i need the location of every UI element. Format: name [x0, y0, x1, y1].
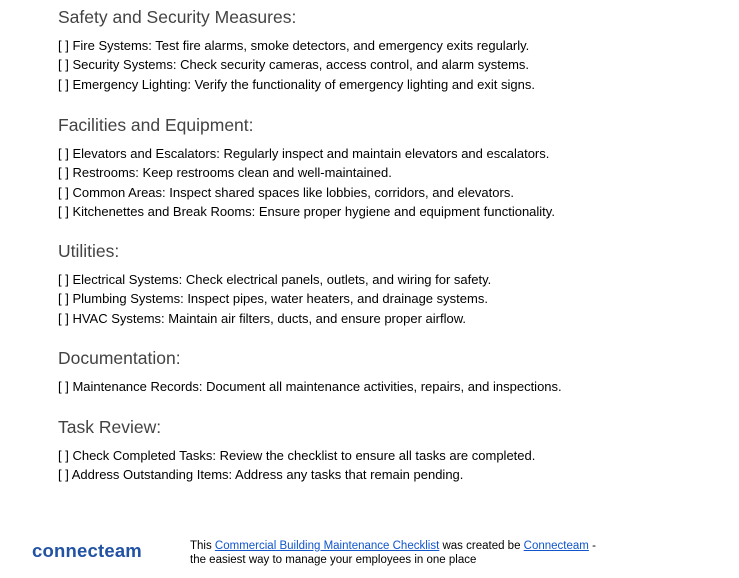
- section-title: Facilities and Equipment:: [58, 115, 254, 135]
- checklist-item: [ ] Common Areas: Inspect shared spaces like lobbies, corridors, and elevators.: [58, 184, 514, 200]
- checklist-item: [ ] Plumbing Systems: Inspect pipes, water heaters, and drainage systems.: [58, 291, 488, 307]
- section-documentation: [58, 347, 718, 396]
- checklist-item: [ ] Address Outstanding Items: Address any tasks that remain pending.: [58, 467, 464, 483]
- section-title: Safety and Security Measures:: [58, 7, 297, 27]
- checklist-item: [ ] Elevators and Escalators: Regularly inspect and maintain elevators and escalators.: [58, 146, 550, 161]
- footer-line-1: [190, 539, 710, 553]
- checklist-item: [ ] Restrooms: Keep restrooms clean and well-maintained.: [58, 165, 392, 181]
- checklist: [58, 270, 718, 328]
- checklist-item: [ ] Emergency Lighting: Verify the functionality of emergency lighting and exit signs.: [58, 76, 535, 92]
- section-safety-security: [58, 6, 718, 94]
- checklist-item: [ ] Electrical Systems: Check electrical panels, outlets, and wiring for safety.: [58, 272, 492, 287]
- footer-prefix: This: [190, 540, 215, 552]
- checklist-item: [ ] Maintenance Records: Document all maintenance activities, repairs, and inspections.: [58, 379, 562, 394]
- section-task-review: [58, 416, 718, 485]
- checklist: [58, 446, 718, 485]
- checklist: [58, 144, 718, 221]
- checklist-item: [ ] HVAC Systems: Maintain air filters, ducts, and ensure proper airflow.: [58, 310, 466, 326]
- checklist-item: [ ] Fire Systems: Test fire alarms, smoke detectors, and emergency exits regularly.: [58, 38, 530, 53]
- connecteam-logo: connecteam: [32, 540, 142, 561]
- footer-credit: [190, 539, 710, 567]
- checklist: [58, 377, 718, 396]
- section-utilities: [58, 240, 718, 328]
- footer-suffix: -: [588, 540, 596, 552]
- checklist: [58, 36, 718, 94]
- section-facilities-equipment: [58, 114, 718, 221]
- footer-line-2: the easiest way to manage your employees in one place: [190, 554, 477, 566]
- section-title: Task Review:: [58, 417, 162, 437]
- checklist-link[interactable]: Commercial Building Maintenance Checklist: [214, 540, 440, 552]
- checklist-item: [ ] Check Completed Tasks: Review the checklist to ensure all tasks are completed.: [58, 448, 536, 463]
- section-title: Utilities:: [58, 241, 120, 261]
- section-title: Documentation:: [58, 348, 181, 368]
- connecteam-link[interactable]: Connecteam: [523, 540, 589, 552]
- checklist-item: [ ] Security Systems: Check security cameras, access control, and alarm systems.: [58, 57, 530, 73]
- footer-middle: was created be: [439, 540, 524, 552]
- checklist-item: [ ] Kitchenettes and Break Rooms: Ensure proper hygiene and equipment functionality.: [58, 203, 555, 219]
